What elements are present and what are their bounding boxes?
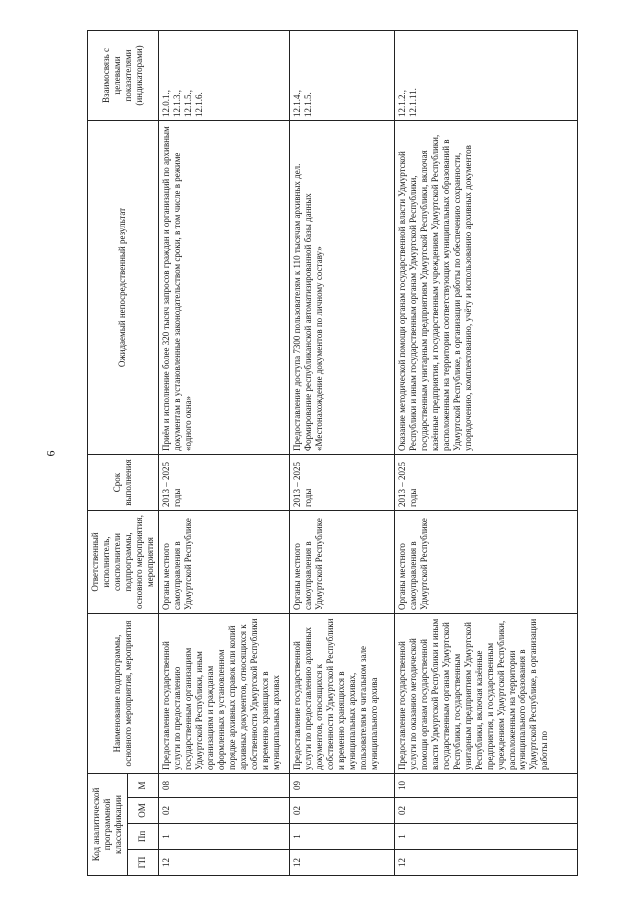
cell-result: Оказание методической помощи органам государственной власти Удмуртской Республики и иным государственным органам Удмуртской Республики, государственным унитарным предприятиям Удмуртской Республики, включая казённые предприятия, и государственным учреждениям Удмуртской Республики, расположенным на территории соответствующих муниципальных образований в Удмуртской Республике, в организации работы по обеспечению сохранности, упорядочению, комплектованию, учёту и использованию архивных документов <box>394 121 577 455</box>
cell-m: 09 <box>289 774 394 798</box>
table-row <box>394 31 577 876</box>
page-number: 6 <box>43 450 58 457</box>
cell-links <box>289 31 394 121</box>
cell-term: 2013 – 2025 годы <box>394 455 577 511</box>
cell-gp: 12 <box>394 850 577 876</box>
header-executor: Ответственный исполнитель, соисполнители подпрограммы, основного мероприятия, мероприятия <box>88 511 159 614</box>
link-indicator: 12.1.11. <box>407 88 418 117</box>
header-code-m: М <box>128 774 159 798</box>
header-code-om: ОМ <box>128 798 159 824</box>
table-row <box>289 31 394 876</box>
header-code-pp: Пп <box>128 824 159 850</box>
cell-name: Предоставление государственной услуги по оказанию методической помощи органам государственной власти Удмуртской Республики и иным государственным органам Удмуртской Республики, государственным унитарным предприятиям Удмуртской Республики, включая казённые предприятия, и государственным учреждениям Удмуртской Республики, расположенным на территории муниципального образования в Удмуртской Республике, в организации работы по <box>394 614 577 774</box>
cell-om: 02 <box>394 798 577 824</box>
cell-name: Предоставление государственной услуги по предоставлению государственным организациям Удмуртской Республики, иным организациям и гражданам оформленных в установленном порядке архивных справок или копий архивных документов, относящихся к собственности Удмуртской Республики и временно хранящихся в муниципальных архивах <box>158 614 289 774</box>
cell-pp: 1 <box>394 824 577 850</box>
cell-m: 08 <box>158 774 289 798</box>
cell-om: 02 <box>158 798 289 824</box>
cell-result: Приём и исполнение более 320 тысяч запросов граждан и организаций по архивным документам в установленные законодательством сроки, в том числе в режиме «одного окна» <box>158 121 289 455</box>
link-indicator: 12.0.1., <box>160 90 171 117</box>
cell-gp: 12 <box>158 850 289 876</box>
measures-table <box>87 30 578 876</box>
table-row <box>158 31 289 876</box>
header-code-group: Код аналитической программной классификации <box>88 774 128 876</box>
rotated-table-container <box>87 31 597 876</box>
link-indicator: 12.1.3., <box>171 90 182 117</box>
link-indicator: 12.1.5. <box>302 92 313 117</box>
header-term: Срок выполнения <box>88 455 159 511</box>
cell-result: Предоставление доступа 7300 пользователям к 110 тысячам архивных дел. Формирование республиканской автоматизированной базы данных «Местонахождение документов по личному составу» <box>289 121 394 455</box>
cell-executor: Органы местного самоуправления в Удмуртской Республике <box>394 511 577 614</box>
link-indicator: 12.1.5., <box>182 90 193 117</box>
cell-pp: 1 <box>289 824 394 850</box>
cell-gp: 12 <box>289 850 394 876</box>
header-row <box>88 31 128 876</box>
cell-pp: 1 <box>158 824 289 850</box>
cell-term: 2013 – 2025 годы <box>158 455 289 511</box>
cell-links <box>158 31 289 121</box>
cell-executor: Органы местного самоуправления в Удмуртской Республике <box>158 511 289 614</box>
cell-links <box>394 31 577 121</box>
cell-executor: Органы местного самоуправления в Удмуртской Республике <box>289 511 394 614</box>
cell-term: 2013 – 2025 годы <box>289 455 394 511</box>
header-code-gp: ГП <box>128 850 159 876</box>
link-indicator: 12.1.4., <box>291 90 302 117</box>
link-indicator: 12.1.6. <box>193 92 204 117</box>
link-indicator: 12.1.2., <box>396 90 407 117</box>
header-link: Взаимосвязь с целевыми показателями (индикаторами) <box>88 31 159 121</box>
header-name: Наименование подпрограммы, основного мероприятия, мероприятия <box>88 614 159 774</box>
cell-m: 10 <box>394 774 577 798</box>
cell-om: 02 <box>289 798 394 824</box>
cell-name: Предоставление государственной услуги по предоставлению архивных документов, относящихся к собственности Удмуртской Республики и временно хранящихся в муниципальных архивах, пользователям в читальном зале муниципального архива <box>289 614 394 774</box>
header-result: Ожидаемый непосредственный результат <box>88 121 159 455</box>
